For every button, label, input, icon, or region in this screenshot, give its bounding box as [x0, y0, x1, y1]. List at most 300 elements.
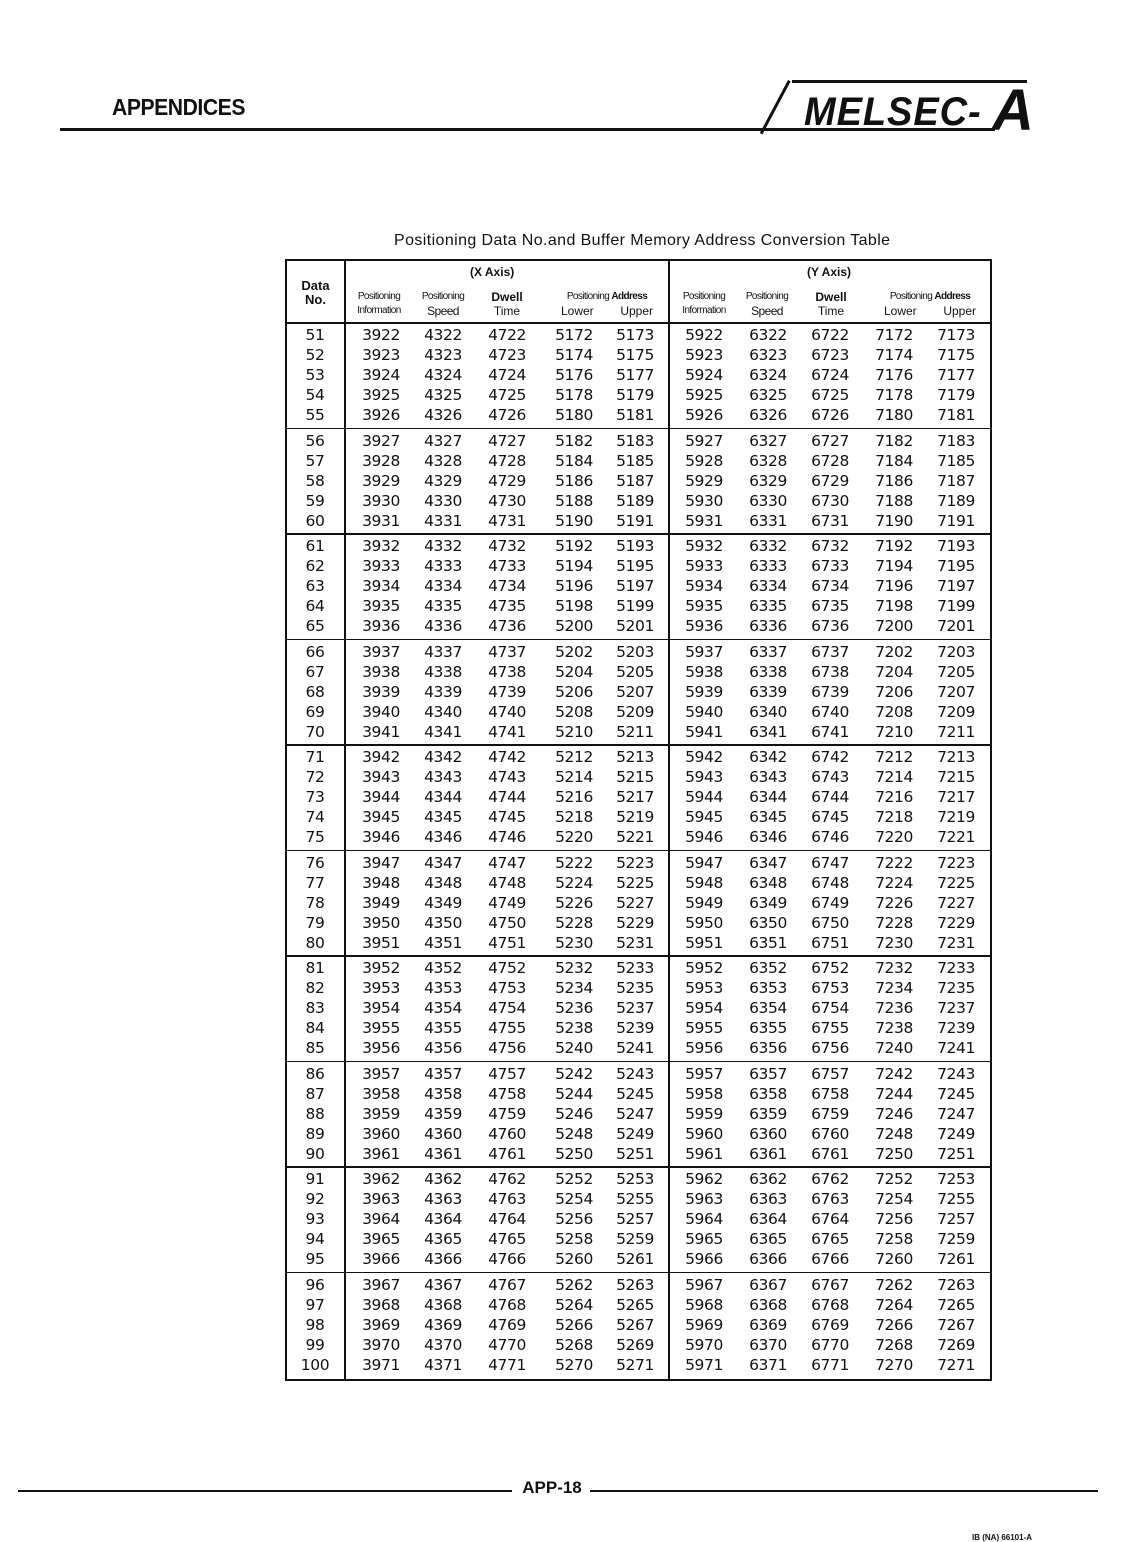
- address-cell: 3956: [362, 1039, 400, 1057]
- address-cell: 6360: [749, 1124, 787, 1143]
- address-cell: 4331: [424, 511, 462, 530]
- address-cell: 3927: [362, 431, 400, 450]
- address-cell: 7176: [875, 366, 913, 384]
- data-no-cell: 94: [305, 1230, 325, 1248]
- address-cell: 7172: [875, 326, 913, 344]
- address-cell: 7201: [937, 617, 975, 635]
- address-cell: 6335: [749, 597, 787, 615]
- address-cell: 6339: [749, 682, 787, 701]
- address-cell: 6765: [811, 1230, 849, 1248]
- address-cell: 5929: [685, 471, 723, 490]
- header-y-address: [870, 290, 990, 318]
- address-cell: 3928: [362, 451, 400, 470]
- data-no-cell: 98: [305, 1315, 325, 1334]
- address-cell: 4369: [424, 1315, 462, 1334]
- header-y-pos-info: [673, 290, 735, 318]
- address-cell: 7222: [875, 853, 913, 872]
- address-cell: 7247: [937, 1104, 975, 1123]
- address-cell: 6760: [811, 1124, 849, 1143]
- address-cell: 5961: [685, 1144, 723, 1163]
- address-cell: 6754: [811, 999, 849, 1017]
- table-row: [287, 747, 990, 767]
- group-divider: [287, 1166, 990, 1168]
- address-cell: 6325: [749, 386, 787, 404]
- address-cell: 7261: [937, 1250, 975, 1268]
- address-cell: 5210: [555, 722, 593, 741]
- group-divider: [287, 850, 990, 852]
- table-row: [287, 365, 990, 385]
- address-cell: 7186: [875, 471, 913, 490]
- address-cell: 7192: [875, 537, 913, 555]
- address-cell: 7180: [875, 406, 913, 424]
- address-cell: 7243: [937, 1064, 975, 1083]
- table-row: [287, 1249, 990, 1269]
- address-cell: 7239: [937, 1019, 975, 1037]
- address-cell: 4745: [488, 808, 526, 826]
- table-row: [287, 451, 990, 471]
- address-cell: 7191: [937, 511, 975, 530]
- address-cell: 4323: [424, 346, 462, 364]
- address-cell: 4345: [424, 808, 462, 826]
- address-cell: 6367: [749, 1275, 787, 1294]
- address-cell: 3954: [362, 999, 400, 1017]
- address-cell: 6745: [811, 808, 849, 826]
- address-cell: 5184: [555, 451, 593, 470]
- address-cell: 4324: [424, 366, 462, 384]
- address-cell: 6328: [749, 451, 787, 470]
- address-cell: 6348: [749, 873, 787, 892]
- address-cell: 5270: [555, 1355, 593, 1374]
- address-cell: 7228: [875, 913, 913, 932]
- address-cell: 4363: [424, 1190, 462, 1208]
- address-cell: 4735: [488, 597, 526, 615]
- address-cell: 5964: [685, 1210, 723, 1228]
- address-cell: 7202: [875, 642, 913, 661]
- address-cell: 5971: [685, 1355, 723, 1374]
- address-cell: 7268: [875, 1335, 913, 1354]
- address-cell: 5180: [555, 406, 593, 424]
- address-cell: 5948: [685, 873, 723, 892]
- address-cell: 6337: [749, 642, 787, 661]
- address-cell: 5229: [616, 913, 654, 932]
- address-cell: 4759: [488, 1104, 526, 1123]
- address-cell: 6736: [811, 617, 849, 635]
- address-cell: 5236: [555, 999, 593, 1017]
- address-cell: 5967: [685, 1275, 723, 1294]
- header-x-address-pos: Positioning: [566, 291, 610, 302]
- data-no-cell: 80: [305, 933, 325, 952]
- address-cell: 4328: [424, 451, 462, 470]
- table-row: [287, 767, 990, 787]
- address-cell: 5195: [616, 557, 654, 575]
- address-cell: 5264: [555, 1295, 593, 1314]
- data-no-cell: 57: [305, 451, 325, 470]
- address-cell: 6324: [749, 366, 787, 384]
- address-cell: 4758: [488, 1084, 526, 1103]
- address-cell: 7255: [937, 1190, 975, 1208]
- address-cell: 5221: [616, 828, 654, 846]
- address-cell: 4767: [488, 1275, 526, 1294]
- address-cell: 5228: [555, 913, 593, 932]
- data-no-cell: 65: [305, 617, 325, 635]
- document-code: IB (NA) 66101-A: [972, 1533, 1033, 1542]
- address-cell: 6726: [811, 406, 849, 424]
- header-x-dwell-l2: Time: [493, 304, 521, 318]
- address-cell: 7238: [875, 1019, 913, 1037]
- data-no-cell: 55: [305, 406, 325, 424]
- address-cell: 7217: [937, 788, 975, 806]
- data-no-cell: 74: [305, 808, 325, 826]
- row-group: [287, 1064, 990, 1164]
- group-divider: [287, 955, 990, 957]
- table-row: [287, 471, 990, 491]
- address-cell: 7184: [875, 451, 913, 470]
- address-cell: 6323: [749, 346, 787, 364]
- address-cell: 7265: [937, 1295, 975, 1314]
- address-cell: 4335: [424, 597, 462, 615]
- address-cell: 4734: [488, 577, 526, 595]
- header-x-address-l2: [547, 304, 667, 318]
- table-row: [287, 873, 990, 893]
- address-cell: 7207: [937, 682, 975, 701]
- table-row: [287, 1144, 990, 1164]
- address-cell: 5925: [685, 386, 723, 404]
- address-cell: 5958: [685, 1084, 723, 1103]
- address-cell: 5951: [685, 933, 723, 952]
- address-cell: 3967: [362, 1275, 400, 1294]
- address-cell: 5206: [555, 682, 593, 701]
- address-cell: 4750: [488, 913, 526, 932]
- address-cell: 6728: [811, 451, 849, 470]
- table-row: [287, 536, 990, 556]
- address-cell: 7175: [937, 346, 975, 364]
- address-cell: 4730: [488, 491, 526, 510]
- data-no-cell: 86: [305, 1064, 325, 1083]
- address-cell: 7174: [875, 346, 913, 364]
- row-group: [287, 642, 990, 742]
- address-cell: 6369: [749, 1315, 787, 1334]
- address-cell: 3926: [362, 406, 400, 424]
- address-cell: 3941: [362, 722, 400, 741]
- address-cell: 7235: [937, 979, 975, 997]
- address-cell: 6327: [749, 431, 787, 450]
- address-cell: 4726: [488, 406, 526, 424]
- address-cell: 3937: [362, 642, 400, 661]
- address-cell: 7240: [875, 1039, 913, 1057]
- table-row: [287, 1229, 990, 1249]
- address-cell: 7253: [937, 1170, 975, 1188]
- table-row: [287, 1084, 990, 1104]
- table-row: [287, 682, 990, 702]
- address-cell: 7208: [875, 702, 913, 721]
- address-cell: 4761: [488, 1144, 526, 1163]
- address-cell: 5258: [555, 1230, 593, 1248]
- address-cell: 5968: [685, 1295, 723, 1314]
- address-cell: 5243: [616, 1064, 654, 1083]
- address-cell: 3962: [362, 1170, 400, 1188]
- address-cell: 5922: [685, 326, 723, 344]
- address-cell: 5267: [616, 1315, 654, 1334]
- header-x-address-addr: Address: [611, 291, 648, 302]
- address-cell: 7203: [937, 642, 975, 661]
- address-cell: 7254: [875, 1190, 913, 1208]
- address-cell: 4342: [424, 748, 462, 766]
- address-cell: 3946: [362, 828, 400, 846]
- address-cell: 5175: [616, 346, 654, 364]
- address-cell: 5208: [555, 702, 593, 721]
- address-cell: 3951: [362, 933, 400, 952]
- address-cell: 6362: [749, 1170, 787, 1188]
- address-cell: 6733: [811, 557, 849, 575]
- address-cell: 6341: [749, 722, 787, 741]
- address-cell: 5216: [555, 788, 593, 806]
- address-cell: 6345: [749, 808, 787, 826]
- address-cell: 6365: [749, 1230, 787, 1248]
- address-cell: 6326: [749, 406, 787, 424]
- address-cell: 5950: [685, 913, 723, 932]
- address-cell: 4368: [424, 1295, 462, 1314]
- address-cell: 5928: [685, 451, 723, 470]
- brand-name: MELSEC-: [804, 90, 982, 134]
- address-cell: 7216: [875, 788, 913, 806]
- address-cell: 4722: [488, 326, 526, 344]
- address-cell: 4765: [488, 1230, 526, 1248]
- address-cell: 6338: [749, 662, 787, 681]
- address-cell: 3953: [362, 979, 400, 997]
- address-cell: 4729: [488, 471, 526, 490]
- address-cell: 6723: [811, 346, 849, 364]
- address-cell: 6768: [811, 1295, 849, 1314]
- section-title: APPENDICES: [112, 94, 245, 120]
- address-cell: 3929: [362, 471, 400, 490]
- address-cell: 6358: [749, 1084, 787, 1103]
- address-cell: 5199: [616, 597, 654, 615]
- address-cell: 5178: [555, 386, 593, 404]
- address-cell: 6729: [811, 471, 849, 490]
- address-cell: 7195: [937, 557, 975, 575]
- address-cell: 4741: [488, 722, 526, 741]
- address-cell: 6761: [811, 1144, 849, 1163]
- address-cell: 5192: [555, 537, 593, 555]
- data-no-cell: 52: [305, 346, 325, 364]
- address-cell: 3942: [362, 748, 400, 766]
- address-cell: 4337: [424, 642, 462, 661]
- address-cell: 5186: [555, 471, 593, 490]
- address-cell: 4768: [488, 1295, 526, 1314]
- address-cell: 5271: [616, 1355, 654, 1374]
- address-cell: 4357: [424, 1064, 462, 1083]
- address-cell: 4341: [424, 722, 462, 741]
- address-cell: 4737: [488, 642, 526, 661]
- header-y-pos-speed: [735, 290, 799, 318]
- address-cell: 4340: [424, 702, 462, 721]
- address-cell: 7181: [937, 406, 975, 424]
- address-cell: 4760: [488, 1124, 526, 1143]
- table-row: [287, 616, 990, 636]
- address-cell: 4764: [488, 1210, 526, 1228]
- data-no-cell: 66: [305, 642, 325, 661]
- table-row: [287, 642, 990, 662]
- address-cell: 6764: [811, 1210, 849, 1228]
- address-cell: 5189: [616, 491, 654, 510]
- address-cell: 4343: [424, 768, 462, 786]
- address-cell: 6354: [749, 999, 787, 1017]
- address-cell: 3958: [362, 1084, 400, 1103]
- brand-slash: [760, 80, 791, 134]
- address-cell: 4766: [488, 1250, 526, 1268]
- address-cell: 6351: [749, 933, 787, 952]
- address-cell: 7236: [875, 999, 913, 1017]
- address-cell: 5927: [685, 431, 723, 450]
- address-cell: 5224: [555, 873, 593, 892]
- address-cell: 4356: [424, 1039, 462, 1057]
- address-cell: 5946: [685, 828, 723, 846]
- row-group: [287, 1169, 990, 1269]
- address-cell: 5188: [555, 491, 593, 510]
- header-x-dwell: [475, 290, 539, 318]
- address-cell: 5256: [555, 1210, 593, 1228]
- data-no-cell: 85: [305, 1039, 325, 1057]
- group-divider: [287, 533, 990, 535]
- address-cell: 6353: [749, 979, 787, 997]
- table-row: [287, 662, 990, 682]
- data-no-cell: 77: [305, 873, 325, 892]
- data-no-cell: 81: [305, 959, 325, 977]
- address-cell: 6749: [811, 893, 849, 912]
- address-cell: 6730: [811, 491, 849, 510]
- address-cell: 4740: [488, 702, 526, 721]
- data-no-cell: 69: [305, 702, 325, 721]
- group-divider: [287, 744, 990, 746]
- row-group: [287, 536, 990, 636]
- table-row: [287, 853, 990, 873]
- address-cell: 5226: [555, 893, 593, 912]
- address-cell: 4747: [488, 853, 526, 872]
- address-cell: 5222: [555, 853, 593, 872]
- header-y-dwell-l2: Time: [817, 304, 845, 318]
- address-cell: 6331: [749, 511, 787, 530]
- address-cell: 4743: [488, 768, 526, 786]
- address-cell: 6350: [749, 913, 787, 932]
- header-x-lower: Lower: [560, 304, 594, 318]
- address-cell: 5943: [685, 768, 723, 786]
- address-cell: 7256: [875, 1210, 913, 1228]
- address-cell: 3931: [362, 511, 400, 530]
- address-cell: 5200: [555, 617, 593, 635]
- data-no-cell: 54: [305, 386, 325, 404]
- address-cell: 5196: [555, 577, 593, 595]
- data-no-cell: 62: [305, 557, 325, 575]
- address-cell: 4360: [424, 1124, 462, 1143]
- address-cell: 4371: [424, 1355, 462, 1374]
- data-no-cell: 96: [305, 1275, 325, 1294]
- row-group: [287, 958, 990, 1058]
- address-cell: 3959: [362, 1104, 400, 1123]
- address-cell: 4756: [488, 1039, 526, 1057]
- address-cell: 5935: [685, 597, 723, 615]
- address-cell: 6725: [811, 386, 849, 404]
- address-cell: 3960: [362, 1124, 400, 1143]
- table-row: [287, 576, 990, 596]
- data-no-cell: 89: [305, 1124, 325, 1143]
- address-cell: 5213: [616, 748, 654, 766]
- header-y-pos-speed-l2: Speed: [751, 304, 783, 318]
- data-no-cell: 90: [305, 1144, 325, 1163]
- table-row: [287, 1335, 990, 1355]
- data-no-cell: 93: [305, 1210, 325, 1228]
- address-cell: 4728: [488, 451, 526, 470]
- address-cell: 6347: [749, 853, 787, 872]
- address-cell: 4370: [424, 1335, 462, 1354]
- address-cell: 7269: [937, 1335, 975, 1354]
- address-cell: 6762: [811, 1170, 849, 1188]
- address-cell: 7197: [937, 577, 975, 595]
- address-cell: 7182: [875, 431, 913, 450]
- table-row: [287, 1038, 990, 1058]
- address-cell: 5190: [555, 511, 593, 530]
- address-cell: 4359: [424, 1104, 462, 1123]
- data-no-cell: 79: [305, 913, 325, 932]
- table-title: Positioning Data No.and Buffer Memory Address Conversion Table: [394, 232, 891, 249]
- address-cell: 4365: [424, 1230, 462, 1248]
- address-cell: 5218: [555, 808, 593, 826]
- data-no-cell: 82: [305, 979, 325, 997]
- row-group: [287, 747, 990, 847]
- data-no-cell: 84: [305, 1019, 325, 1037]
- table-row: [287, 1189, 990, 1209]
- table-row: [287, 998, 990, 1018]
- address-cell: 5201: [616, 617, 654, 635]
- address-cell: 5923: [685, 346, 723, 364]
- address-cell: 5173: [616, 326, 654, 344]
- address-cell: 7259: [937, 1230, 975, 1248]
- address-cell: 3957: [362, 1064, 400, 1083]
- header-y-address-l2: [870, 304, 990, 318]
- address-cell: 5197: [616, 577, 654, 595]
- address-cell: 7200: [875, 617, 913, 635]
- address-cell: 7183: [937, 431, 975, 450]
- address-cell: 6724: [811, 366, 849, 384]
- address-cell: 6330: [749, 491, 787, 510]
- address-cell: 7226: [875, 893, 913, 912]
- address-cell: 5247: [616, 1104, 654, 1123]
- address-cell: 7199: [937, 597, 975, 615]
- address-cell: 5255: [616, 1190, 654, 1208]
- address-cell: 5174: [555, 346, 593, 364]
- data-no-cell: 76: [305, 853, 325, 872]
- address-cell: 3961: [362, 1144, 400, 1163]
- data-no-cell: 92: [305, 1190, 325, 1208]
- address-cell: 5966: [685, 1250, 723, 1268]
- address-cell: 4744: [488, 788, 526, 806]
- data-no-cell: 97: [305, 1295, 325, 1314]
- address-cell: 5203: [616, 642, 654, 661]
- address-cell: 6766: [811, 1250, 849, 1268]
- address-cell: 7262: [875, 1275, 913, 1294]
- address-cell: 5959: [685, 1104, 723, 1123]
- address-cell: 3950: [362, 913, 400, 932]
- address-cell: 7190: [875, 511, 913, 530]
- data-no-cell: 64: [305, 597, 325, 615]
- address-cell: 4327: [424, 431, 462, 450]
- address-cell: 4731: [488, 511, 526, 530]
- footer-rule-right: [590, 1490, 1098, 1492]
- address-cell: 5194: [555, 557, 593, 575]
- address-cell: 4733: [488, 557, 526, 575]
- address-cell: 7258: [875, 1230, 913, 1248]
- address-cell: 5172: [555, 326, 593, 344]
- address-cell: 7250: [875, 1144, 913, 1163]
